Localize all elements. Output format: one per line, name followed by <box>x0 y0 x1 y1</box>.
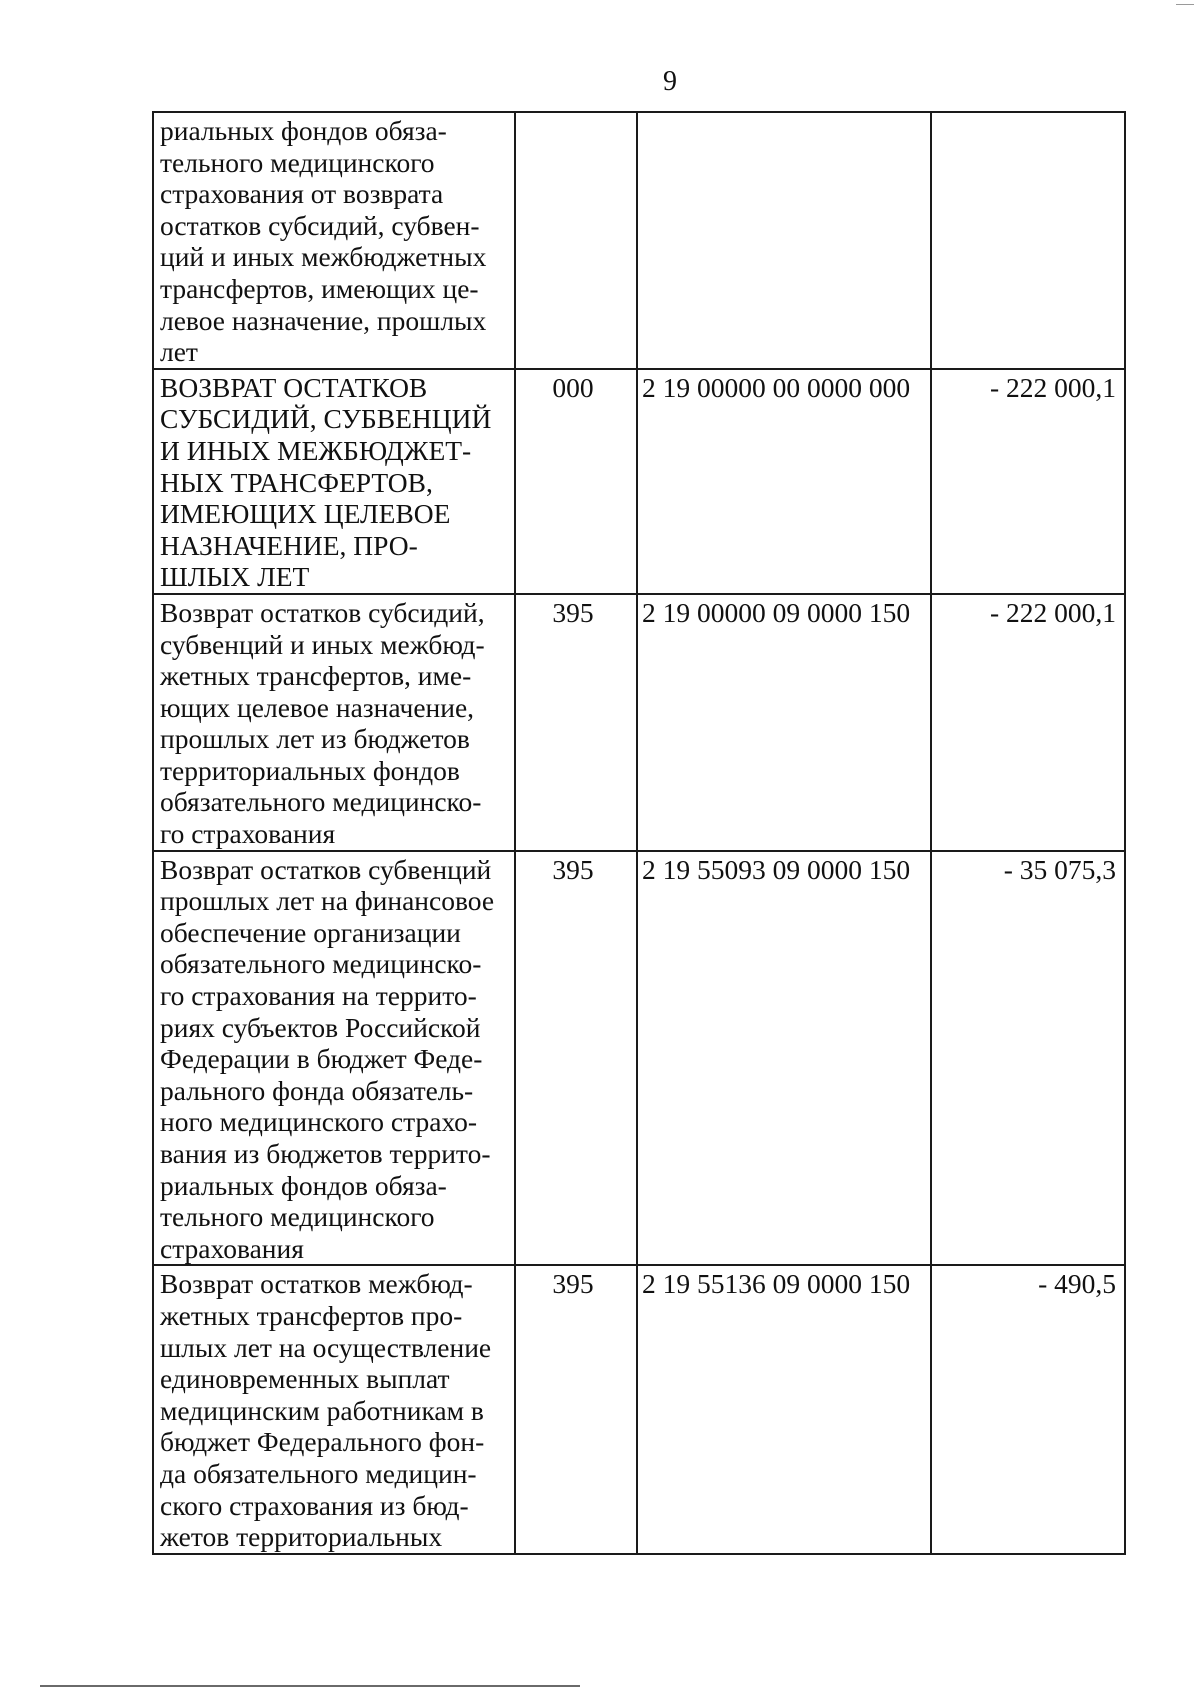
budget-table <box>152 111 1126 1555</box>
table-row <box>153 112 1125 369</box>
name-line: шлых лет на осуществление <box>160 1331 492 1363</box>
bottom-scan-line <box>40 1685 580 1687</box>
table-row <box>153 1265 1125 1553</box>
name-line: ВОЗВРАТ ОСТАТКОВ <box>160 371 428 403</box>
name-line: риях субъектов Российской <box>160 1011 481 1043</box>
cell-budget-code: 2 19 00000 09 0000 150 <box>637 594 931 851</box>
table-row <box>153 851 1125 1266</box>
cell-name <box>153 851 515 1266</box>
name-line: лет <box>160 336 198 368</box>
name-line: территориальных фондов <box>160 754 460 786</box>
cell-amount: - 222 000,1 <box>931 594 1125 851</box>
scan-corner-mark <box>1176 4 1194 5</box>
table-body <box>153 112 1125 1554</box>
table-row <box>153 594 1125 851</box>
name-line: риальных фондов обяза- <box>160 115 447 146</box>
name-line: го страхования <box>160 818 336 850</box>
cell-name <box>153 369 515 594</box>
cell-budget-code: 2 19 55136 09 0000 150 <box>637 1265 931 1553</box>
name-line: СУБСИДИЙ, СУБВЕНЦИЙ <box>160 403 492 435</box>
name-line: прошлых лет на финансовое <box>160 885 495 917</box>
name-line: го страхования на террито- <box>160 980 477 1012</box>
cell-name <box>153 112 515 369</box>
name-line: обязательного медицинско- <box>160 948 482 980</box>
name-line: остатков субсидий, субвен- <box>160 209 480 241</box>
name-line: ШЛЫХ ЛЕТ <box>160 561 310 593</box>
cell-budget-code <box>637 112 931 369</box>
name-line: тельного медицинского <box>160 1201 435 1233</box>
cell-amount: - 35 075,3 <box>931 851 1125 1266</box>
name-line: Федерации в бюджет Феде- <box>160 1043 483 1075</box>
name-line: обязательного медицинско- <box>160 786 482 818</box>
name-line: ского страхования из бюд- <box>160 1489 469 1521</box>
name-line: медицинским работникам в <box>160 1394 484 1426</box>
name-line: Возврат остатков межбюд- <box>160 1268 473 1300</box>
name-line: ций и иных межбюджетных <box>160 241 487 273</box>
name-line: НЫХ ТРАНСФЕРТОВ, <box>160 466 433 498</box>
name-line: рального фонда обязатель- <box>160 1074 474 1106</box>
name-line: обеспечение организации <box>160 916 461 948</box>
name-line: Возврат остатков субсидий, <box>160 596 485 628</box>
name-line: жетных трансфертов про- <box>160 1299 463 1331</box>
cell-admin-code: 395 <box>515 594 637 851</box>
name-line: ИМЕЮЩИХ ЦЕЛЕВОЕ <box>160 498 451 530</box>
name-line: риальных фондов обяза- <box>160 1169 447 1201</box>
name-line: прошлых лет из бюджетов <box>160 723 470 755</box>
cell-name <box>153 594 515 851</box>
cell-amount: - 490,5 <box>931 1265 1125 1553</box>
cell-admin-code <box>515 112 637 369</box>
table-row <box>153 369 1125 594</box>
name-line: бюджет Федерального фон- <box>160 1426 485 1458</box>
cell-amount: - 222 000,1 <box>931 369 1125 594</box>
name-line: левое назначение, прошлых <box>160 304 487 336</box>
name-line: единовременных выплат <box>160 1363 450 1395</box>
cell-budget-code: 2 19 00000 00 0000 000 <box>637 369 931 594</box>
name-line: да обязательного медицин- <box>160 1457 477 1489</box>
name-line: Возврат остатков субвенций <box>160 853 492 885</box>
cell-budget-code: 2 19 55093 09 0000 150 <box>637 851 931 1266</box>
page-number: 9 <box>663 66 677 97</box>
name-line: страхования от возврата <box>160 178 444 210</box>
name-line: вания из бюджетов террито- <box>160 1138 491 1169</box>
name-line: жетов территориальных <box>160 1521 443 1553</box>
name-line: трансфертов, имеющих це- <box>160 272 479 304</box>
cell-admin-code: 000 <box>515 369 637 594</box>
name-line: тельного медицинского <box>160 146 435 178</box>
name-line: субвенций и иных межбюд- <box>160 628 485 660</box>
name-line: НАЗНАЧЕНИЕ, ПРО- <box>160 529 418 561</box>
name-line: ющих целевое назначение, <box>160 691 475 723</box>
cell-name <box>153 1265 515 1553</box>
cell-amount <box>931 112 1125 369</box>
cell-admin-code: 395 <box>515 851 637 1266</box>
name-line: И ИНЫХ МЕЖБЮДЖЕТ- <box>160 434 472 466</box>
name-line: ного медицинского страхо- <box>160 1106 478 1138</box>
cell-admin-code: 395 <box>515 1265 637 1553</box>
name-line: жетных трансфертов, име- <box>160 660 472 692</box>
name-line: страхования <box>160 1232 304 1264</box>
